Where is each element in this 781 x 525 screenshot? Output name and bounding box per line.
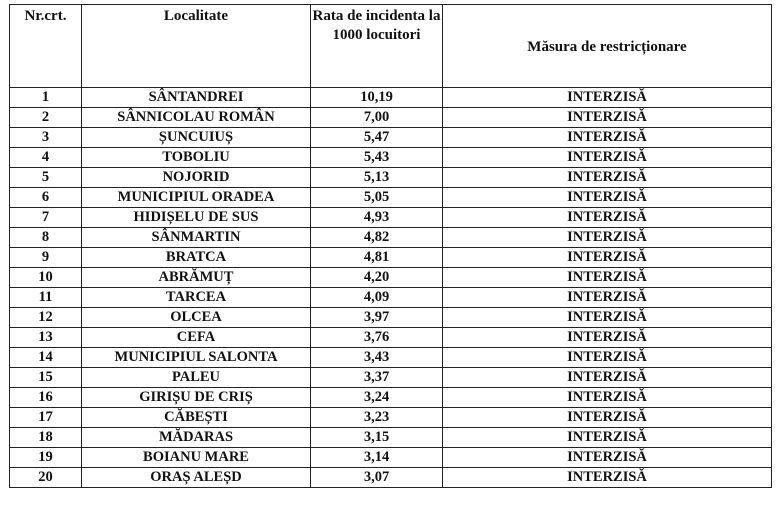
cell-locality: GIRIȘU DE CRIȘ xyxy=(82,388,311,408)
table-row xyxy=(10,168,772,188)
cell-measure: INTERZISĂ xyxy=(443,348,772,368)
cell-rate: 3,76 xyxy=(311,328,443,348)
cell-rate: 5,43 xyxy=(311,148,443,168)
cell-nr: 5 xyxy=(10,168,82,188)
cell-measure: INTERZISĂ xyxy=(443,468,772,488)
table-body xyxy=(10,88,772,488)
table-row xyxy=(10,368,772,388)
header-measure: Măsura de restricționare xyxy=(443,5,772,88)
cell-locality: PALEU xyxy=(82,368,311,388)
table-row xyxy=(10,88,772,108)
cell-measure: INTERZISĂ xyxy=(443,248,772,268)
table-row xyxy=(10,188,772,208)
cell-measure: INTERZISĂ xyxy=(443,228,772,248)
cell-measure: INTERZISĂ xyxy=(443,268,772,288)
cell-rate: 4,09 xyxy=(311,288,443,308)
cell-measure: INTERZISĂ xyxy=(443,388,772,408)
cell-measure: INTERZISĂ xyxy=(443,428,772,448)
table-row xyxy=(10,308,772,328)
cell-locality: ȘUNCUIUȘ xyxy=(82,128,311,148)
cell-measure: INTERZISĂ xyxy=(443,288,772,308)
cell-locality: NOJORID xyxy=(82,168,311,188)
cell-nr: 9 xyxy=(10,248,82,268)
table-row xyxy=(10,328,772,348)
cell-locality: SÂNMARTIN xyxy=(82,228,311,248)
cell-measure: INTERZISĂ xyxy=(443,368,772,388)
cell-locality: ORAȘ ALEȘD xyxy=(82,468,311,488)
cell-nr: 10 xyxy=(10,268,82,288)
cell-rate: 5,47 xyxy=(311,128,443,148)
cell-rate: 3,14 xyxy=(311,448,443,468)
cell-locality: HIDIȘELU DE SUS xyxy=(82,208,311,228)
cell-locality: TARCEA xyxy=(82,288,311,308)
cell-nr: 12 xyxy=(10,308,82,328)
cell-rate: 3,23 xyxy=(311,408,443,428)
cell-rate: 4,93 xyxy=(311,208,443,228)
header-nr: Nr.crt. xyxy=(10,5,82,88)
cell-rate: 3,37 xyxy=(311,368,443,388)
cell-rate: 3,43 xyxy=(311,348,443,368)
cell-locality: MUNICIPIUL SALONTA xyxy=(82,348,311,368)
header-rate: Rata de incidenta la 1000 locuitori xyxy=(311,5,443,88)
cell-locality: MĂDARAS xyxy=(82,428,311,448)
cell-locality: TOBOLIU xyxy=(82,148,311,168)
cell-nr: 18 xyxy=(10,428,82,448)
cell-measure: INTERZISĂ xyxy=(443,168,772,188)
cell-measure: INTERZISĂ xyxy=(443,208,772,228)
cell-nr: 8 xyxy=(10,228,82,248)
cell-nr: 20 xyxy=(10,468,82,488)
cell-nr: 6 xyxy=(10,188,82,208)
cell-rate: 3,24 xyxy=(311,388,443,408)
header-row xyxy=(10,5,772,88)
header-locality: Localitate xyxy=(82,5,311,88)
table-row xyxy=(10,288,772,308)
cell-rate: 5,13 xyxy=(311,168,443,188)
cell-measure: INTERZISĂ xyxy=(443,448,772,468)
cell-nr: 7 xyxy=(10,208,82,228)
cell-nr: 1 xyxy=(10,88,82,108)
cell-locality: SÂNTANDREI xyxy=(82,88,311,108)
cell-locality: OLCEA xyxy=(82,308,311,328)
table-row xyxy=(10,248,772,268)
cell-rate: 3,97 xyxy=(311,308,443,328)
cell-measure: INTERZISĂ xyxy=(443,328,772,348)
cell-locality: SÂNNICOLAU ROMÂN xyxy=(82,108,311,128)
table-row xyxy=(10,448,772,468)
cell-measure: INTERZISĂ xyxy=(443,108,772,128)
cell-nr: 3 xyxy=(10,128,82,148)
cell-nr: 17 xyxy=(10,408,82,428)
table-row xyxy=(10,268,772,288)
table-row xyxy=(10,428,772,448)
cell-rate: 3,15 xyxy=(311,428,443,448)
cell-locality: CEFA xyxy=(82,328,311,348)
cell-locality: ABRĂMUȚ xyxy=(82,268,311,288)
table-row xyxy=(10,128,772,148)
table-row xyxy=(10,388,772,408)
cell-nr: 11 xyxy=(10,288,82,308)
cell-measure: INTERZISĂ xyxy=(443,148,772,168)
cell-nr: 19 xyxy=(10,448,82,468)
table-row xyxy=(10,408,772,428)
cell-locality: MUNICIPIUL ORADEA xyxy=(82,188,311,208)
cell-measure: INTERZISĂ xyxy=(443,188,772,208)
cell-measure: INTERZISĂ xyxy=(443,308,772,328)
cell-rate: 3,07 xyxy=(311,468,443,488)
table-row xyxy=(10,108,772,128)
cell-locality: BOIANU MARE xyxy=(82,448,311,468)
incidence-table xyxy=(9,4,772,488)
cell-measure: INTERZISĂ xyxy=(443,128,772,148)
table-row xyxy=(10,208,772,228)
table-row xyxy=(10,468,772,488)
cell-nr: 16 xyxy=(10,388,82,408)
cell-measure: INTERZISĂ xyxy=(443,408,772,428)
table-row xyxy=(10,348,772,368)
cell-rate: 10,19 xyxy=(311,88,443,108)
cell-nr: 2 xyxy=(10,108,82,128)
cell-locality: BRATCA xyxy=(82,248,311,268)
cell-rate: 7,00 xyxy=(311,108,443,128)
cell-nr: 4 xyxy=(10,148,82,168)
cell-nr: 14 xyxy=(10,348,82,368)
cell-rate: 4,20 xyxy=(311,268,443,288)
cell-rate: 4,82 xyxy=(311,228,443,248)
cell-rate: 4,81 xyxy=(311,248,443,268)
table-row xyxy=(10,228,772,248)
cell-measure: INTERZISĂ xyxy=(443,88,772,108)
cell-rate: 5,05 xyxy=(311,188,443,208)
cell-locality: CĂBEȘTI xyxy=(82,408,311,428)
table-row xyxy=(10,148,772,168)
cell-nr: 15 xyxy=(10,368,82,388)
cell-nr: 13 xyxy=(10,328,82,348)
